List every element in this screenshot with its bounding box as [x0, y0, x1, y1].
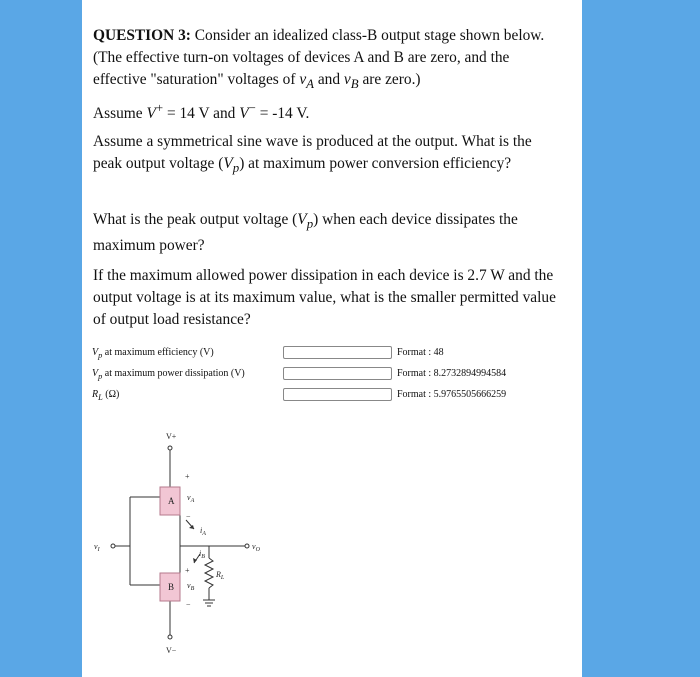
device-b-label: B [168, 582, 175, 592]
va-plus: + [185, 472, 190, 481]
assume-text: Assume [93, 105, 147, 123]
part2-text: What is the peak output voltage ( [93, 211, 298, 228]
ia-label: $i_A$ [200, 526, 206, 537]
ib-label: $i_B$ [199, 549, 205, 560]
symbol-vp: V [297, 211, 307, 228]
vp-efficiency-input[interactable] [283, 346, 392, 359]
question-part-2 [93, 209, 563, 257]
vp-dissipation-input[interactable] [283, 367, 392, 380]
rl-label: $R_L$ [216, 570, 225, 581]
symbol-vp-sub: p [232, 161, 240, 176]
vb-label: $v_B$ [187, 581, 195, 592]
supply-assumption [93, 97, 563, 125]
format-hint: Format : 8.2732894994584 [397, 368, 507, 379]
vplus-label: V+ [166, 432, 177, 441]
class-b-circuit-diagram [82, 425, 282, 660]
vminus-label: V− [166, 646, 177, 655]
vb-minus: − [186, 600, 191, 609]
symbol-vp-sub: p [306, 217, 314, 232]
vb-plus: + [185, 566, 190, 575]
part2-text-end: ) when each device dissipates the maximum power? [93, 211, 518, 255]
answer-label: $V_p$ at maximum efficiency (V) [92, 347, 214, 360]
answer-row-vp-efficiency [92, 346, 572, 362]
symbol-vB-sub: B [350, 77, 359, 92]
part1-text-end: ) at maximum power conversion efficiency? [239, 155, 512, 172]
vi-label: $v_I$ [94, 542, 100, 553]
symbol-vA-sub: A [306, 77, 314, 92]
va-minus: − [186, 512, 191, 521]
intro-end: are zero.) [358, 71, 421, 88]
answer-label: $R_L$ (Ω) [92, 389, 120, 402]
question-intro [93, 25, 563, 95]
symbol-vplus-sup: + [155, 101, 164, 115]
format-hint: Format : 5.9765505666259 [397, 389, 507, 400]
answer-row-vp-dissipation [92, 367, 572, 383]
question-part-1 [93, 131, 563, 179]
symbol-vplus: V [146, 105, 156, 123]
vminus-value: = -14 V. [255, 105, 310, 123]
vi-terminal [111, 544, 115, 548]
answer-row-rl [92, 388, 572, 404]
vo-label: $v_O$ [252, 542, 260, 553]
format-hint: Format : 48 [397, 347, 444, 358]
question-page [82, 0, 582, 677]
intro-text: Consider an idealized class-B output stage shown below. (The effective turn-on voltages of devices A and B are zero, and the effective "saturation" voltages of [93, 27, 545, 88]
question-title: QUESTION 3: [93, 27, 191, 44]
symbol-vp: V [223, 155, 233, 172]
question-part-3: If the maximum allowed power dissipation in each device is 2.7 W and the output voltage is at its maximum value, what is the smaller permitted value of output load resistance? [93, 267, 556, 328]
symbol-vB: v [343, 71, 351, 88]
part1-text: Assume a symmetrical sine wave is produced at the output. What is the peak output voltage ( [93, 133, 532, 172]
vplus-terminal [168, 446, 172, 450]
rl-input[interactable] [283, 388, 392, 401]
answer-label: $V_p$ at maximum power dissipation (V) [92, 368, 245, 381]
symbol-vA: v [299, 71, 307, 88]
intro-and: and [314, 71, 344, 88]
device-a-label: A [168, 496, 175, 506]
symbol-vminus: V [239, 105, 249, 123]
symbol-vminus-sup: − [248, 101, 256, 115]
va-label: $v_A$ [187, 493, 195, 504]
vo-terminal [245, 544, 249, 548]
vplus-value: = 14 V and [163, 105, 240, 123]
vminus-terminal [168, 635, 172, 639]
